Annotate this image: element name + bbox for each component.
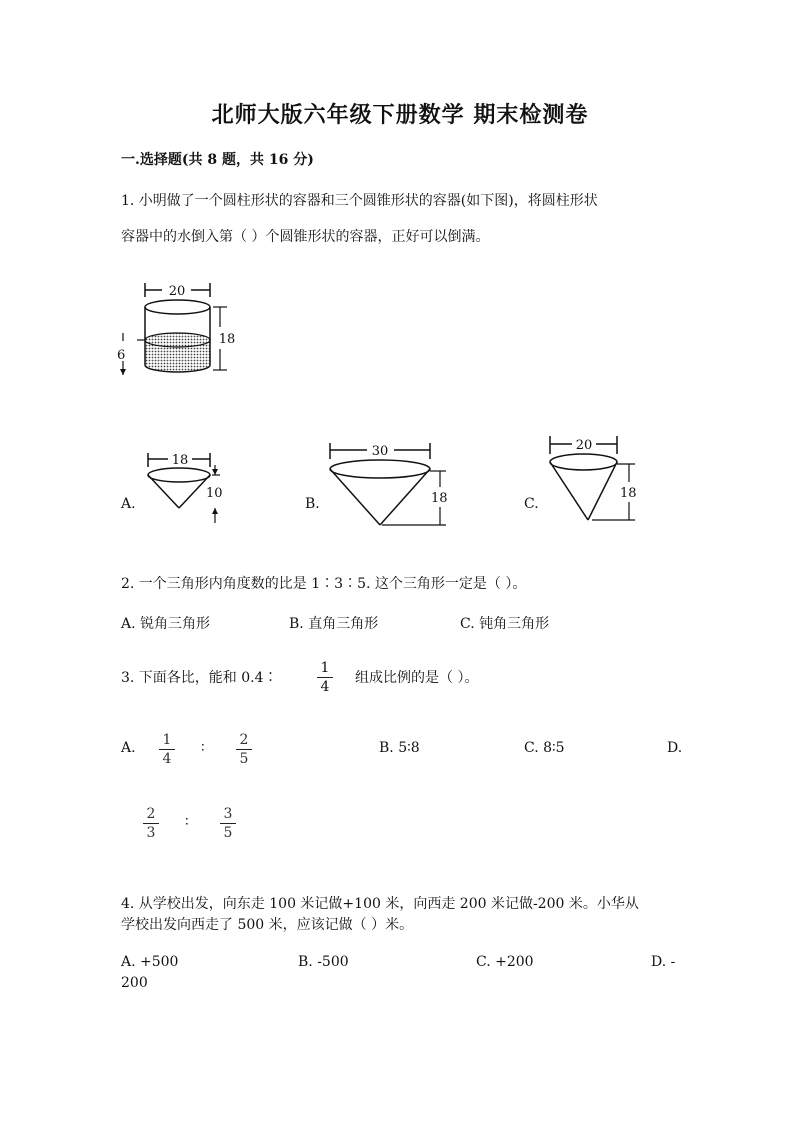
page-title: 北师大版六年级下册数学 期末检测卷 [211,102,589,128]
q4-line1: 4. 从学校出发，向东走 100 米记做+100 米，向西走 200 米记做-200 米。小华从 [121,896,639,912]
cone-b-diameter: 30 [371,444,389,459]
cylinder-water-level: 6 [117,348,126,363]
q2-text: 2. 一个三角形内角度数的比是 1∶3∶5. 这个三角形一定是（ ）。 [121,576,527,592]
q2-option-a[interactable]: A. 锐角三角形 [121,616,211,632]
denominator: 5 [239,751,249,767]
cylinder-diameter: 20 [168,284,186,299]
q3-prefix: 3. 下面各比，能和 0.4∶ [121,670,278,686]
q3-fraction-denominator: 4 [320,679,330,695]
section-heading: 一.选择题(共 8 题，共 16 分) [121,152,314,168]
q4-line2: 学校出发向西走了 500 米，应该记做（ ）米。 [121,917,414,933]
q3-option-d-label[interactable]: D. [667,740,683,756]
q3-option-d-fraction-1 [141,806,161,841]
q2-option-c[interactable]: C. 钝角三角形 [460,616,550,632]
q3-option-a-label[interactable]: A. [121,740,136,756]
q2-option-b[interactable]: B. 直角三角形 [289,616,379,632]
denominator: 5 [223,825,233,841]
numerator: 1 [162,732,172,748]
q4-option-a[interactable]: A. +500 [121,954,179,970]
denominator: 3 [146,825,156,841]
q4-option-d-line1[interactable]: D. - [651,954,676,970]
q1-option-b-label[interactable]: B. [305,496,320,512]
numerator: 2 [146,806,156,822]
q3-option-d-colon: ∶ [185,814,189,830]
q4-option-c[interactable]: C. +200 [476,954,534,970]
q3-option-a-colon: ∶ [201,740,205,756]
q4-option-b[interactable]: B. -500 [298,954,349,970]
cone-a-diameter: 18 [171,453,189,468]
cone-b-figure [322,437,457,532]
q4-option-d-line2: 200 [121,975,148,991]
cylinder-height: 18 [218,332,236,347]
cone-c-diameter: 20 [575,438,593,453]
q1-option-a-label[interactable]: A. [121,496,136,512]
q3-option-b[interactable]: B. 5∶8 [379,740,420,756]
cone-b-height: 18 [431,491,448,506]
cone-c-figure [540,432,650,527]
q1-option-c-label[interactable]: C. [524,496,539,512]
cylinder-figure [115,275,245,385]
q3-fraction [315,660,335,695]
q3-option-a-fraction-1 [157,732,177,767]
q1-line1: 1. 小明做了一个圆柱形状的容器和三个圆锥形状的容器(如下图)，将圆柱形状 [121,193,598,209]
q3-option-d-fraction-2 [218,806,238,841]
denominator: 4 [162,751,172,767]
numerator: 3 [223,806,233,822]
q3-option-a-fraction-2 [234,732,254,767]
numerator: 2 [239,732,249,748]
q3-option-c[interactable]: C. 8∶5 [524,740,565,756]
q1-line2: 容器中的水倒入第（ ）个圆锥形状的容器，正好可以倒满。 [121,229,490,245]
cone-c-height: 18 [620,486,637,501]
cone-a-figure [140,445,240,530]
q3-fraction-numerator: 1 [320,660,330,676]
cone-a-height: 10 [206,486,223,501]
q3-suffix: 组成比例的是（ ）。 [355,670,479,686]
